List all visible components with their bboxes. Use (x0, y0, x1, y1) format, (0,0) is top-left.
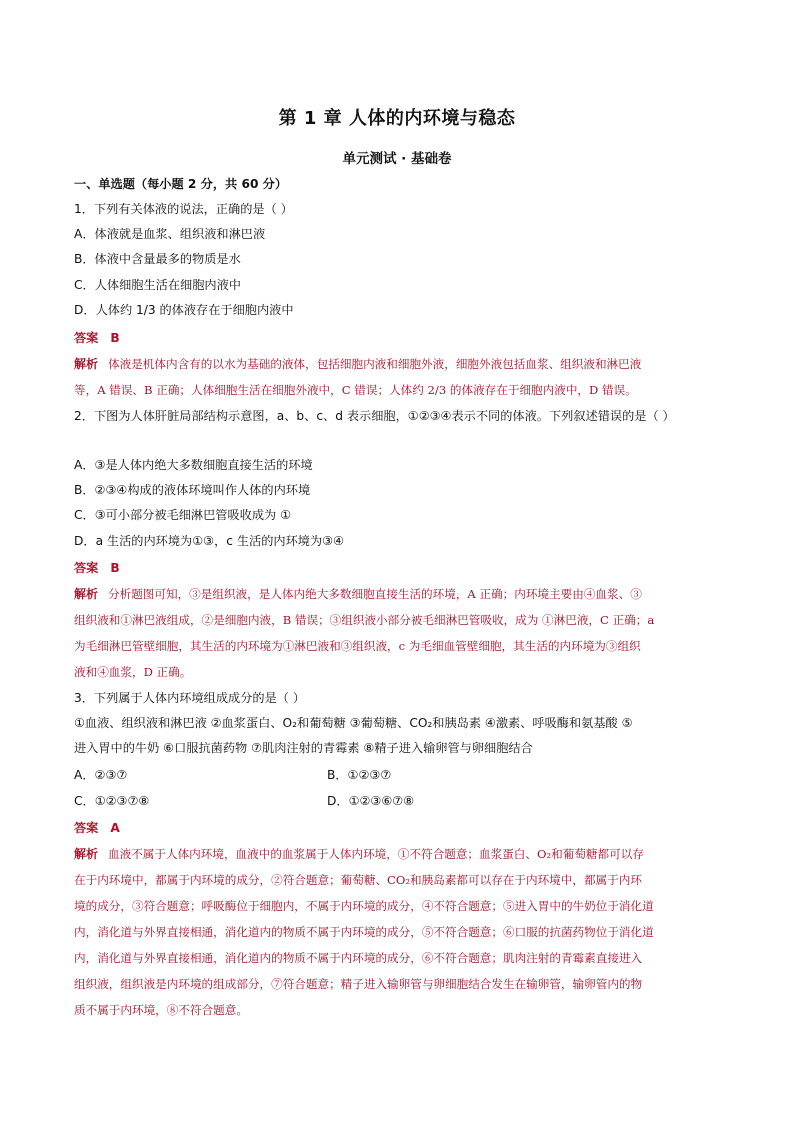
q2-explanation-line: 液和④血浆，D 正确。 (74, 665, 192, 679)
q2-option-b: B．②③④构成的液体环境叫作人体的内环境 (74, 483, 311, 497)
page-subtitle: 单元测试 · 基础卷 (342, 151, 452, 167)
q3-explanation-line: 境的成分，③符合题意；呼吸酶位于细胞内，不属于内环境的成分，④不符合题意；⑤进入胃中的牛奶位于消化道 (74, 899, 654, 913)
q1-option-a: A．体液就是血浆、组织液和淋巴液 (74, 227, 266, 241)
q2-explanation-text: 分析题图可知，③是组织液，是人体内绝大多数细胞直接生活的环境，A 正确；内环境主要由④血浆、③ (108, 587, 642, 601)
q3-explanation-line: 在于内环境中，都属于内环境的成分，②符合题意；葡萄糖、CO₂和胰岛素都可以存在于内环境中，都属于内环 (74, 873, 642, 887)
q3-stem: 3．下列属于人体内环境组成成分的是（ ） (74, 691, 306, 705)
q2-explanation-line: 组织液和①淋巴液组成，②是细胞内液，B 错误；③组织液小部分被毛细淋巴管吸收，成为 ①淋巴液，C 正确；a (74, 613, 655, 627)
q2-option-d: D．a 生活的内环境为①③，c 生活的内环境为③④ (74, 534, 345, 548)
answer-label: 答案 (74, 561, 99, 575)
q1-option-c: C．人体细胞生活在细胞内液中 (74, 278, 241, 292)
explain-label: 解析 (74, 847, 99, 861)
q1-explanation-text: 体液是机体内含有的以水为基础的液体，包括细胞内液和细胞外液，细胞外液包括血浆、组织液和淋巴液 (108, 357, 642, 371)
q3-option-d: D．①②③⑥⑦⑧ (327, 794, 415, 808)
q2-explanation-line (74, 586, 642, 602)
q1-answer-value: B (110, 331, 120, 345)
q2-option-a: A．③是人体内绝大多数细胞直接生活的环境 (74, 458, 313, 472)
q3-option-a: A．②③⑦ (74, 768, 128, 782)
q2-answer (74, 560, 120, 576)
q3-items-line: 进入胃中的牛奶 ⑥口服抗菌药物 ⑦肌肉注射的青霉素 ⑧精子进入输卵管与卵细胞结合 (74, 741, 533, 755)
q3-option-c: C．①②③⑦⑧ (74, 794, 150, 808)
answer-label: 答案 (74, 821, 99, 835)
q3-explanation-line: 组织液，组织液是内环境的组成部分，⑦符合题意；精子进入输卵管与卵细胞结合发生在输卵管，输卵管内的物 (74, 977, 643, 991)
q1-answer (74, 330, 120, 346)
q3-explanation-line: 内，消化道与外界直接相通，消化道内的物质不属于内环境的成分，⑤不符合题意；⑥口服的抗菌药物位于消化道 (74, 925, 654, 939)
q2-option-c: C．③可小部分被毛细淋巴管吸收成为 ① (74, 508, 292, 522)
section-heading: 一、单选题（每小题 2 分，共 60 分） (74, 177, 288, 191)
q3-answer (74, 820, 120, 836)
explain-label: 解析 (74, 587, 99, 601)
q1-option-d: D．人体约 1/3 的体液存在于细胞内液中 (74, 303, 294, 317)
q2-stem: 2．下图为人体肝脏局部结构示意图，a、b、c、d 表示细胞，①②③④表示不同的体液。下列叙述错误的是（ ） (74, 409, 675, 423)
answer-label: 答案 (74, 331, 99, 345)
page-title: 第 1 章 人体的内环境与稳态 (278, 108, 516, 129)
q3-explanation-text: 血液不属于人体内环境，血液中的血浆属于人体内环境，①不符合题意；血浆蛋白、O₂和葡萄糖都可以存 (108, 847, 644, 861)
q2-answer-value: B (110, 561, 120, 575)
q3-answer-value: A (110, 821, 120, 835)
q1-explanation-line: 等，A 错误、B 正确；人体细胞生活在细胞外液中，C 错误；人体约 2/3 的体液存在于细胞内液中，D 错误。 (74, 383, 637, 397)
q2-explanation-line: 为毛细淋巴管壁细胞，其生活的内环境为①淋巴液和③组织液，c 为毛细血管壁细胞，其生活的内环境为③组织 (74, 639, 641, 653)
q1-stem: 1．下列有关体液的说法，正确的是（ ） (74, 202, 293, 216)
q1-explanation-line (74, 356, 641, 372)
q1-option-b: B．体液中含量最多的物质是水 (74, 252, 241, 266)
q3-explanation-line: 内，消化道与外界直接相通，消化道内的物质不属于内环境的成分，⑥不符合题意；肌肉注射的青霉素直接进入 (74, 951, 643, 965)
q3-explanation-line: 质不属于内环境，⑧不符合题意。 (74, 1003, 248, 1017)
explain-label: 解析 (74, 357, 99, 371)
q3-items-line: ①血液、组织液和淋巴液 ②血浆蛋白、O₂和葡萄糖 ③葡萄糖、CO₂和胰岛素 ④激素、呼吸酶和氨基酸 ⑤ (74, 716, 633, 730)
q3-option-b: B．①②③⑦ (327, 768, 392, 782)
q3-explanation-line (74, 846, 644, 862)
